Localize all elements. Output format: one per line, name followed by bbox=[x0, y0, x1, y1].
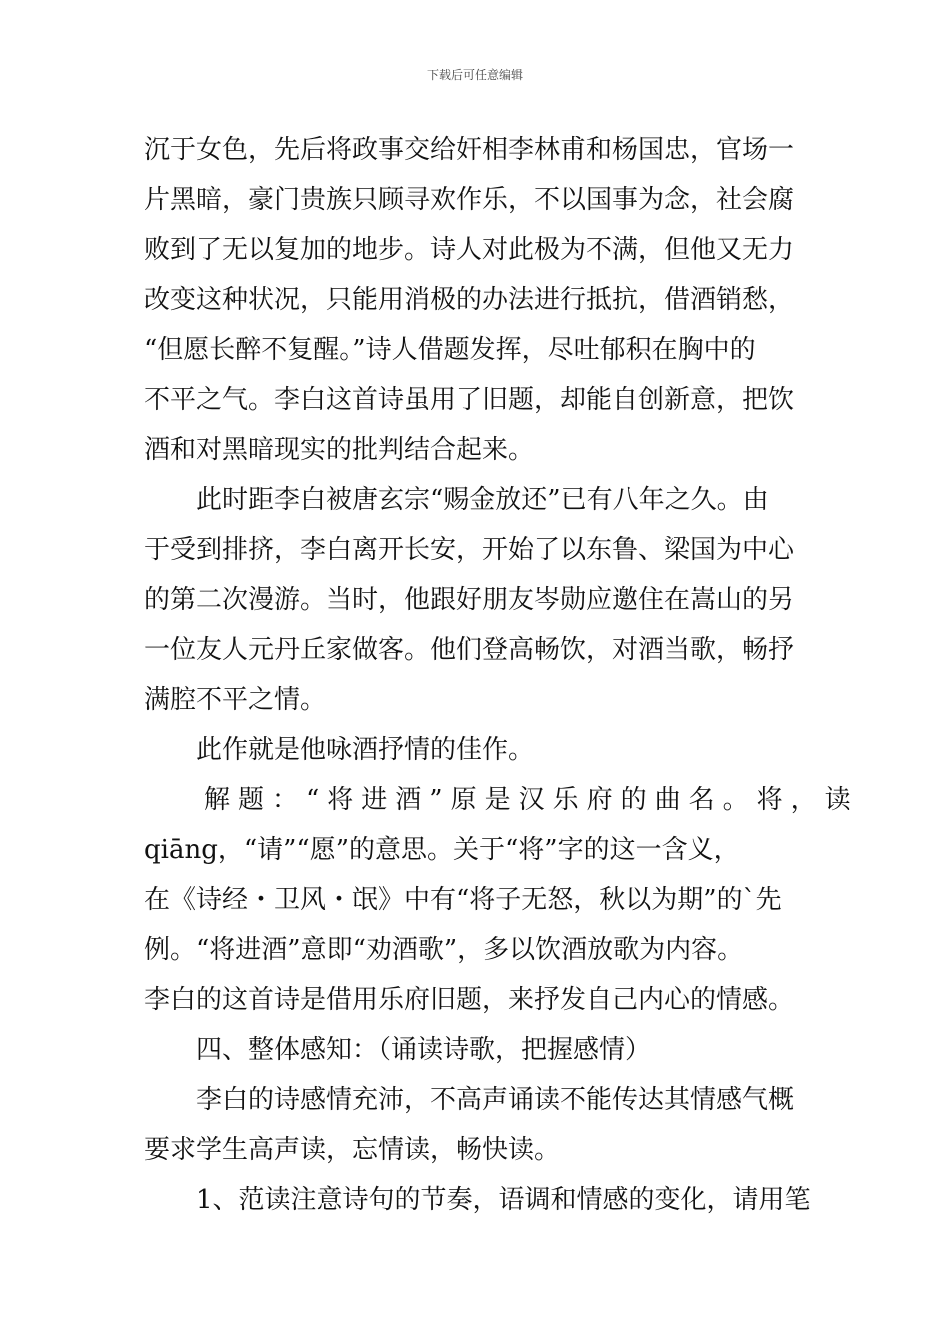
text-line: 要求学生高声读，忘情读，畅快读。 bbox=[144, 1135, 561, 1165]
text-line: 此时距李白被唐玄宗“赐金放还”已有八年之久。由 bbox=[196, 485, 769, 515]
text-line: 在《诗经・卫风・氓》中有“将子无怒，秋以为期”的`先 bbox=[144, 885, 782, 915]
text-line: 解题：“将进酒”原是汉乐府的曲名。将，读 bbox=[204, 785, 859, 815]
text-line: 满腔不平之情。 bbox=[144, 685, 327, 715]
text-line: 例。“将进酒”意即“劝酒歌”，多以饮酒放歌为内容。 bbox=[144, 935, 744, 965]
text-line: 酒和对黑暗现实的批判结合起来。 bbox=[144, 435, 535, 465]
page-header: 下载后可任意编辑 bbox=[426, 68, 523, 82]
text-line: 沉于女色，先后将政事交给奸相李林甫和杨国忠，官场一 bbox=[144, 135, 795, 165]
text-line: 败到了无以复加的地步。诗人对此极为不满，但他又无力 bbox=[144, 235, 795, 265]
text-line: 1、范读注意诗句的节奏，语调和情感的变化，请用笔 bbox=[196, 1185, 811, 1215]
text-line: 片黑暗，豪门贵族只顾寻欢作乐，不以国事为念，社会腐 bbox=[144, 185, 795, 215]
text-line: 李白的这首诗是借用乐府旧题，来抒发自己内心的情感。 bbox=[144, 985, 795, 1015]
section-heading: 四、整体感知：（诵读诗歌，把握感情） bbox=[196, 1035, 652, 1065]
text-line: 李白的诗感情充沛，不高声诵读不能传达其情感气概 bbox=[196, 1085, 795, 1115]
text-line: qiāng，“请”“愿”的意思。关于“将”字的这一含义， bbox=[144, 835, 740, 865]
text-line: “但愿长醉不复醒。”诗人借题发挥，尽吐郁积在胸中的 bbox=[144, 335, 756, 365]
text-line: 一位友人元丹丘家做客。他们登高畅饮，对酒当歌，畅抒 bbox=[144, 635, 795, 665]
text-line: 的第二次漫游。当时，他跟好朋友岑勋应邀住在嵩山的另 bbox=[144, 585, 795, 615]
text-line: 于受到排挤，李白离开长安，开始了以东鲁、梁国为中心 bbox=[144, 535, 795, 565]
text-line: 不平之气。李白这首诗虽用了旧题，却能自创新意，把饮 bbox=[144, 385, 795, 415]
text-line: 改变这种状况，只能用消极的办法进行抵抗，借酒销愁， bbox=[144, 285, 795, 315]
text-line: 此作就是他咏酒抒情的佳作。 bbox=[196, 735, 535, 765]
